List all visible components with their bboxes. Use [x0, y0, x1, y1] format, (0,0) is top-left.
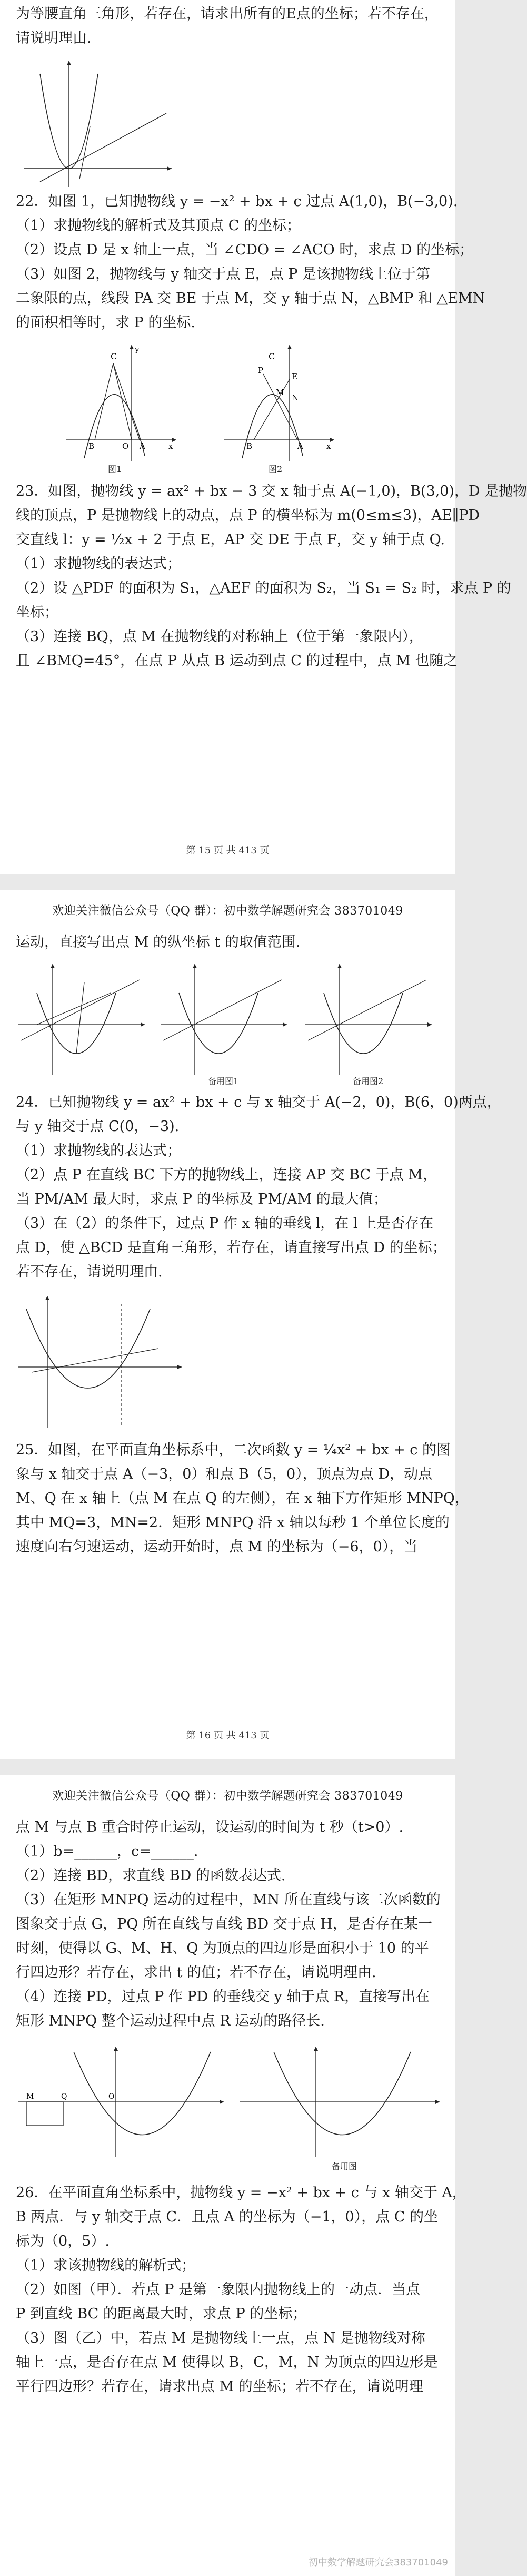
svg-text:y: y	[135, 345, 140, 354]
figure-caption: 图2	[269, 464, 283, 474]
figure-q23-main	[16, 961, 147, 1077]
question-24-stem: 24．已知抛物线 y = ax² + bx + c 与 x 轴交于 A(−2，0)，B(6，0)两点，	[16, 1094, 501, 1110]
document-page-17	[0, 1775, 466, 2576]
text-line: （4）连接 PD，过点 P 作 PD 的垂线交 y 轴于点 R，直接写出在	[16, 1989, 430, 2005]
question-26-stem: 26．在平面直角坐标系中，抛物线 y = −x² + bx + c 与 x 轴交于 A，	[16, 2185, 466, 2201]
figure-q22-2	[221, 342, 337, 464]
figure-caption: 图1	[108, 464, 122, 474]
svg-text:N: N	[292, 393, 299, 402]
text-line: 且 ∠BMQ=45°，在点 P 从点 B 运动到点 C 的过程中，点 M 也随之	[16, 653, 458, 669]
text-line: （2）设 △PDF 的面积为 S₁，△AEF 的面积为 S₂，当 S₁ = S₂ 时，求点 P 的	[16, 580, 511, 596]
text-line: 当 PM/AM 最大时，求点 P 的坐标及 PM/AM 的最大值；	[16, 1191, 387, 1207]
text-line: （1）b=______，c=______.	[16, 1843, 198, 1860]
text-line: （2）如图（甲）．若点 P 是第一象限内抛物线上的一动点．当点	[16, 2282, 421, 2298]
question-23-stem: 23．如图，抛物线 y = ax² + bx − 3 交 x 轴于点 A(−1,0)，B(3,0)，D 是抛物	[16, 483, 527, 499]
page-footer: 第 15 页 共 413 页	[186, 845, 270, 856]
figure-spare-1	[158, 961, 290, 1077]
figure-q22-1	[63, 342, 179, 464]
text-line: 矩形 MNPQ 整个运动过程中点 R 运动的路径长.	[16, 2013, 325, 2029]
text-line: （2）设点 D 是 x 轴上一点，当 ∠CDO = ∠ACO 时，求点 D 的坐标；	[16, 242, 474, 258]
text-line: （2）点 P 在直线 BC 下方的抛物线上，连接 AP 交 BC 于点 M，	[16, 1167, 437, 1183]
svg-text:P: P	[258, 366, 264, 375]
text-line: 图象交于点 G，PQ 所在直线与直线 BD 交于点 H，是否存在某一	[16, 1916, 432, 1932]
figure-q25-main	[16, 2044, 226, 2160]
document-page-16	[0, 890, 501, 1759]
text-line: 运动，直接写出点 M 的纵坐标 t 的取值范围.	[16, 934, 301, 950]
text-line: B 两点．与 y 轴交于点 C．且点 A 的坐标为（−1，0），点 C 的坐	[16, 2209, 439, 2225]
text-line: 线的顶点，P 是抛物线上的动点，点 P 的横坐标为 m(0≤m≤3)，AE∥PD	[16, 507, 480, 524]
wechat-source-watermark: 初中数学解题研究会383701049	[308, 2557, 448, 2568]
svg-text:O: O	[122, 441, 129, 451]
text-line: 象与 x 轴交于点 A（−3，0）和点 B（5，0），顶点为点 D，动点	[16, 1466, 432, 1482]
figure-q25-spare	[237, 2044, 442, 2160]
text-line: 的面积相等时，求 P 的坐标.	[16, 314, 195, 331]
svg-text:E: E	[292, 372, 297, 381]
text-line: 标为（0，5）.	[16, 2233, 110, 2249]
svg-text:M: M	[276, 388, 284, 397]
text-line: 其中 MQ=3，MN=2．矩形 MNPQ 沿 x 轴以每秒 1 个单位长度的	[16, 1515, 450, 1531]
text-line: M、Q 在 x 轴上（点 M 在点 Q 的左侧），在 x 轴下方作矩形 MNPQ，	[16, 1490, 469, 1507]
text-line: （1）求抛物线的表达式；	[16, 556, 182, 572]
text-line: （1）求抛物线的解析式及其顶点 C 的坐标；	[16, 218, 301, 234]
figure-spare-2	[303, 961, 434, 1077]
svg-text:B: B	[88, 441, 95, 451]
text-line: （3）图（乙）中，若点 M 是抛物线上一点，点 N 是抛物线对称	[16, 2330, 425, 2346]
text-line: 与 y 轴交于点 C(0，−3).	[16, 1118, 180, 1135]
text-line: 坐标；	[16, 604, 58, 621]
figure-caption: 备用图	[332, 2161, 357, 2171]
svg-text:M: M	[26, 2092, 34, 2101]
text-line: 时刻，使得以 G、M、H、Q 为顶点的四边形是面积小于 10 的平	[16, 1940, 429, 1956]
svg-text:C: C	[111, 351, 117, 361]
text-line: 交直线 l：y = ½x + 2 于点 E，AP 交 DE 于点 F，交 y 轴于点 Q.	[16, 532, 445, 548]
page-header: 欢迎关注微信公众号（QQ 群）：初中数学解题研究会 383701049	[52, 1790, 403, 1803]
document-page-15	[0, 0, 527, 874]
text-line: 点 D，使 △BCD 是直角三角形，若存在，请直接写出点 D 的坐标；	[16, 1240, 446, 1256]
text-line: P 到直线 BC 的距离最大时，求点 P 的坐标；	[16, 2306, 307, 2322]
text-line: （1）求抛物线的表达式；	[16, 1143, 182, 1159]
text-line: （2）连接 BD，求直线 BD 的函数表达式.	[16, 1867, 286, 1884]
text-line: 行四边形？若存在，求出 t 的值；若不存在，请说明理由.	[16, 1964, 376, 1981]
svg-text:B: B	[246, 441, 253, 451]
svg-text:Q: Q	[61, 2092, 67, 2101]
text-line: 为等腰直角三角形，若存在，请求出所有的E点的坐标；若不存在，	[16, 6, 439, 22]
text-line: （3）如图 2，抛物线与 y 轴交于点 E，点 P 是该抛物线上位于第	[16, 266, 430, 282]
svg-text:C: C	[269, 351, 275, 361]
page-footer: 第 16 页 共 413 页	[186, 1730, 270, 1741]
svg-text:x: x	[326, 441, 331, 451]
text-line: （3）在（2）的条件下，过点 P 作 x 轴的垂线 l，在 l 上是否存在	[16, 1215, 434, 1232]
question-25-stem: 25．如图，在平面直角坐标系中，二次函数 y = ¼x² + bx + c 的图	[16, 1442, 451, 1458]
svg-text:O: O	[108, 2092, 115, 2101]
text-line: （1）求该抛物线的解析式；	[16, 2257, 196, 2274]
text-line: 若不存在，请说明理由.	[16, 1264, 163, 1280]
text-line: （3）连接 BQ，点 M 在抛物线的对称轴上（位于第一象限内），	[16, 628, 424, 645]
figure-q24	[16, 1293, 184, 1430]
svg-text:A: A	[297, 441, 303, 451]
page-header: 欢迎关注微信公众号（QQ 群）：初中数学解题研究会 383701049	[52, 904, 403, 918]
text-line: 二象限的点，线段 PA 交 BE 于点 M，交 y 轴于点 N，△BMP 和 △EMN	[16, 290, 485, 307]
svg-text:A: A	[140, 441, 145, 451]
figure-caption: 备用图2	[353, 1076, 384, 1086]
text-line: 速度向右匀速运动，运动开始时，点 M 的坐标为（−6，0），当	[16, 1539, 418, 1555]
text-line: 点 M 与点 B 重合时停止运动，设运动的时间为 t 秒（t>0）.	[16, 1819, 404, 1835]
text-line: 轴上一点，是否存在点 M 使得以 B，C，M，N 为顶点的四边形是	[16, 2354, 438, 2371]
figure-caption: 备用图1	[208, 1076, 239, 1086]
text-line: 平行四边形？若存在，请求出点 M 的坐标；若不存在，请说明理	[16, 2378, 423, 2395]
figure-parabola-small	[19, 58, 177, 190]
question-22-stem: 22．如图 1，已知抛物线 y = −x² + bx + c 过点 A(1,0)，B(−3,0).	[16, 193, 458, 210]
text-line: （3）在矩形 MNPQ 运动的过程中，MN 所在直线与该二次函数的	[16, 1892, 441, 1908]
text-line: 请说明理由.	[16, 30, 92, 46]
svg-text:x: x	[168, 441, 173, 451]
